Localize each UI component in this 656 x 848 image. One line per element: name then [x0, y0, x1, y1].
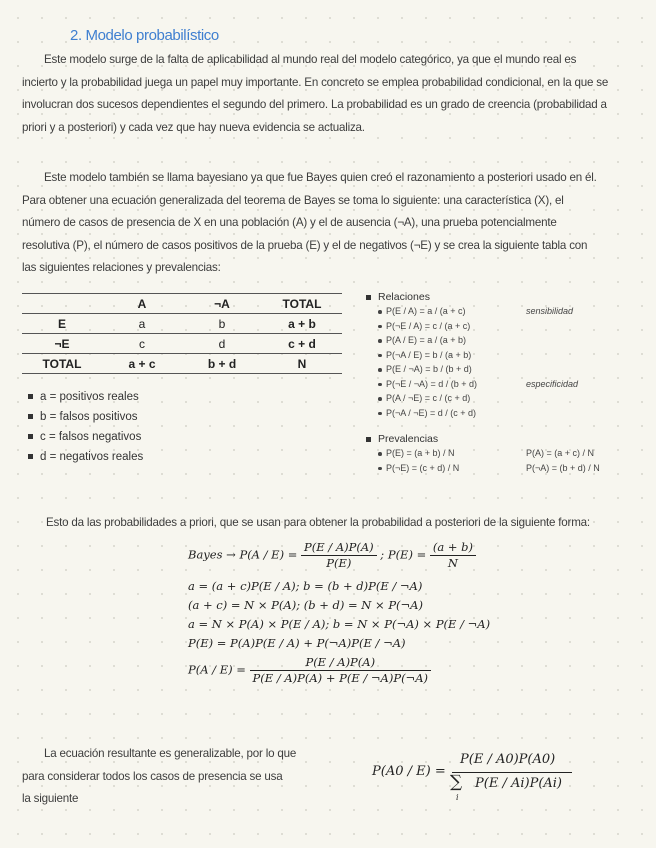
fraction-denominator: P(E): [326, 556, 352, 570]
relation-formula: P(A / ¬E) = c / (c + d): [386, 393, 471, 403]
relations-heading: Relaciones: [366, 290, 477, 304]
relation-formula: P(E / A) = a / (a + c): [386, 306, 466, 316]
prevalence-formula: P(¬E) = (c + d) / N: [386, 462, 460, 473]
list-item: [366, 446, 595, 461]
relation-formula: P(¬E / A) = c / (a + c): [386, 320, 471, 331]
fraction-denominator: P(E / Ai)P(Ai): [475, 776, 563, 791]
general-paragraph: [22, 743, 322, 811]
list-item: b = falsos positivos: [28, 409, 143, 429]
table-row: [22, 314, 342, 334]
paragraph-line: Este modelo también se llama bayesiano ya que fue Bayes quien creó el razonamiento a posteriori usado en él.: [44, 171, 597, 184]
equation-line: a = N × P(A) × P(E / A); b = N × P(¬A) × P(E / ¬A): [188, 617, 491, 631]
table-row: [22, 354, 342, 374]
bayes-fraction: [301, 540, 377, 571]
equation-line: (a + c) = N × P(A); (b + d) = N × P(¬A): [188, 598, 423, 612]
relations-list: [366, 290, 600, 475]
relation-formula: P(¬A / ¬E) = d / (c + d): [386, 407, 477, 418]
fraction-numerator: P(E / A)P(A): [250, 655, 431, 671]
bayes-paragraph: [22, 167, 638, 280]
paragraph-line: involucran dos sucesos dependientes el segundo del primero. La probabilidad es un grado de creencia (probabilidad a: [22, 98, 607, 111]
table-cell: N: [262, 354, 342, 374]
equation-line: P(E) = P(A)P(E / A) + P(¬A)P(E / ¬A): [188, 636, 406, 650]
contingency-table: [22, 293, 342, 374]
table-cell: E: [22, 314, 102, 334]
fraction-denominator: N: [447, 556, 458, 570]
table-cell: A: [102, 294, 182, 314]
section-title: 2. Modelo probabilístico: [70, 27, 219, 44]
table-cell: d: [182, 334, 262, 354]
final-label: P(A / E) =: [188, 662, 246, 677]
equation-line: a = (a + c)P(E / A); b = (b + d)P(E / ¬A): [188, 579, 423, 593]
final-fraction: [250, 655, 431, 686]
fraction-numerator: P(E / A0)P(A0): [460, 752, 556, 767]
table-cell: TOTAL: [22, 354, 102, 374]
table-cell: [22, 294, 102, 314]
sum-symbol: ∑: [450, 772, 463, 792]
table-cell: ¬A: [182, 294, 262, 314]
paragraph-line: para considerar todos los casos de presencia se usa: [22, 769, 283, 783]
table-cell: b: [182, 314, 262, 334]
prevalences-heading: Prevalencias: [366, 432, 477, 446]
table-legend: [28, 389, 143, 469]
table-header-row: [22, 294, 342, 314]
pe-fraction: [430, 540, 476, 571]
sum-index: i: [456, 793, 459, 802]
bayes-equation: [188, 540, 476, 571]
list-item: [366, 304, 574, 319]
paragraph-line: priori y a posteriori) y cada vez que hay nueva evidencia se actualiza.: [22, 120, 365, 134]
table-cell: b + d: [182, 354, 262, 374]
fraction-denominator: P(E / A)P(A) + P(E / ¬A)P(¬A): [252, 671, 428, 685]
table-cell: c + d: [262, 334, 342, 354]
relation-formula: P(¬E / ¬A) = d / (b + d): [386, 378, 478, 389]
paragraph-line: La ecuación resultante es generalizable, por lo que: [44, 747, 297, 760]
table-cell: TOTAL: [262, 294, 342, 314]
list-item: [366, 377, 579, 392]
list-item: [366, 333, 477, 348]
table-cell: a + c: [102, 354, 182, 374]
intro-paragraph: [22, 49, 638, 139]
list-item: [366, 362, 477, 377]
prevalence-formula: P(A) = (a + c) / N: [526, 448, 595, 458]
apriori-paragraph: Esto da las probabilidades a priori, que se usan para obtener la probabilidad a posteriori de la siguiente forma:: [46, 516, 590, 529]
table-cell: a + b: [262, 314, 342, 334]
paragraph-line: resolutiva (P), el número de casos positivos de la prueba (E) y el de negativos (¬E) y se crea la siguiente tabla con: [22, 238, 588, 252]
list-item: [366, 391, 477, 406]
relation-note: especificidad: [526, 378, 579, 389]
table-cell: c: [102, 334, 182, 354]
paragraph-line: Este modelo surge de la falta de aplicabilidad al mundo real del modelo categórico, ya que el mundo real es: [44, 53, 577, 66]
prevalence-formula: P(¬A) = (b + d) / N: [526, 462, 600, 473]
fraction-numerator: (a + b): [430, 540, 476, 556]
list-item: [366, 461, 600, 476]
list-item: [366, 406, 477, 421]
relation-note: sensibilidad: [526, 306, 574, 316]
list-item: a = positivos reales: [28, 389, 143, 409]
fraction-numerator: P(E / A)P(A): [301, 540, 377, 556]
paragraph-line: Para obtener una ecuación generalizada del teorema de Bayes se toma lo siguiente: una característica (X), el: [22, 193, 564, 207]
paragraph-line: incierto y la probabilidad juega un papel muy importante. En concreto se emplea probabilidad condicional, en la que se: [22, 75, 609, 89]
list-item: [366, 319, 477, 334]
list-item: d = negativos reales: [28, 449, 143, 469]
relation-formula: P(A / E) = a / (a + b): [386, 335, 467, 345]
relation-formula: P(¬A / E) = b / (a + b): [386, 349, 472, 360]
table-row: [22, 334, 342, 354]
bayes-separator: ; P(E) =: [380, 547, 427, 562]
table-cell: a: [102, 314, 182, 334]
final-equation: [188, 655, 431, 686]
list-item: [366, 348, 477, 363]
relation-formula: P(E / ¬A) = b / (b + d): [386, 364, 472, 374]
paragraph-line: las siguientes relaciones y prevalencias:: [22, 261, 221, 274]
table-cell: ¬E: [22, 334, 102, 354]
general-label: P(A0 / E) =: [372, 764, 446, 779]
list-item: c = falsos negativos: [28, 429, 143, 449]
bayes-label: Bayes → P(A / E) =: [188, 547, 298, 562]
paragraph-line: número de casos de presencia de X en una población (A) y el de ausencia (¬A), una prueba potencialmente: [22, 216, 557, 229]
fraction-bar: [452, 772, 572, 773]
prevalence-formula: P(E) = (a + b) / N: [386, 448, 455, 458]
paragraph-line: la siguiente: [22, 792, 79, 805]
